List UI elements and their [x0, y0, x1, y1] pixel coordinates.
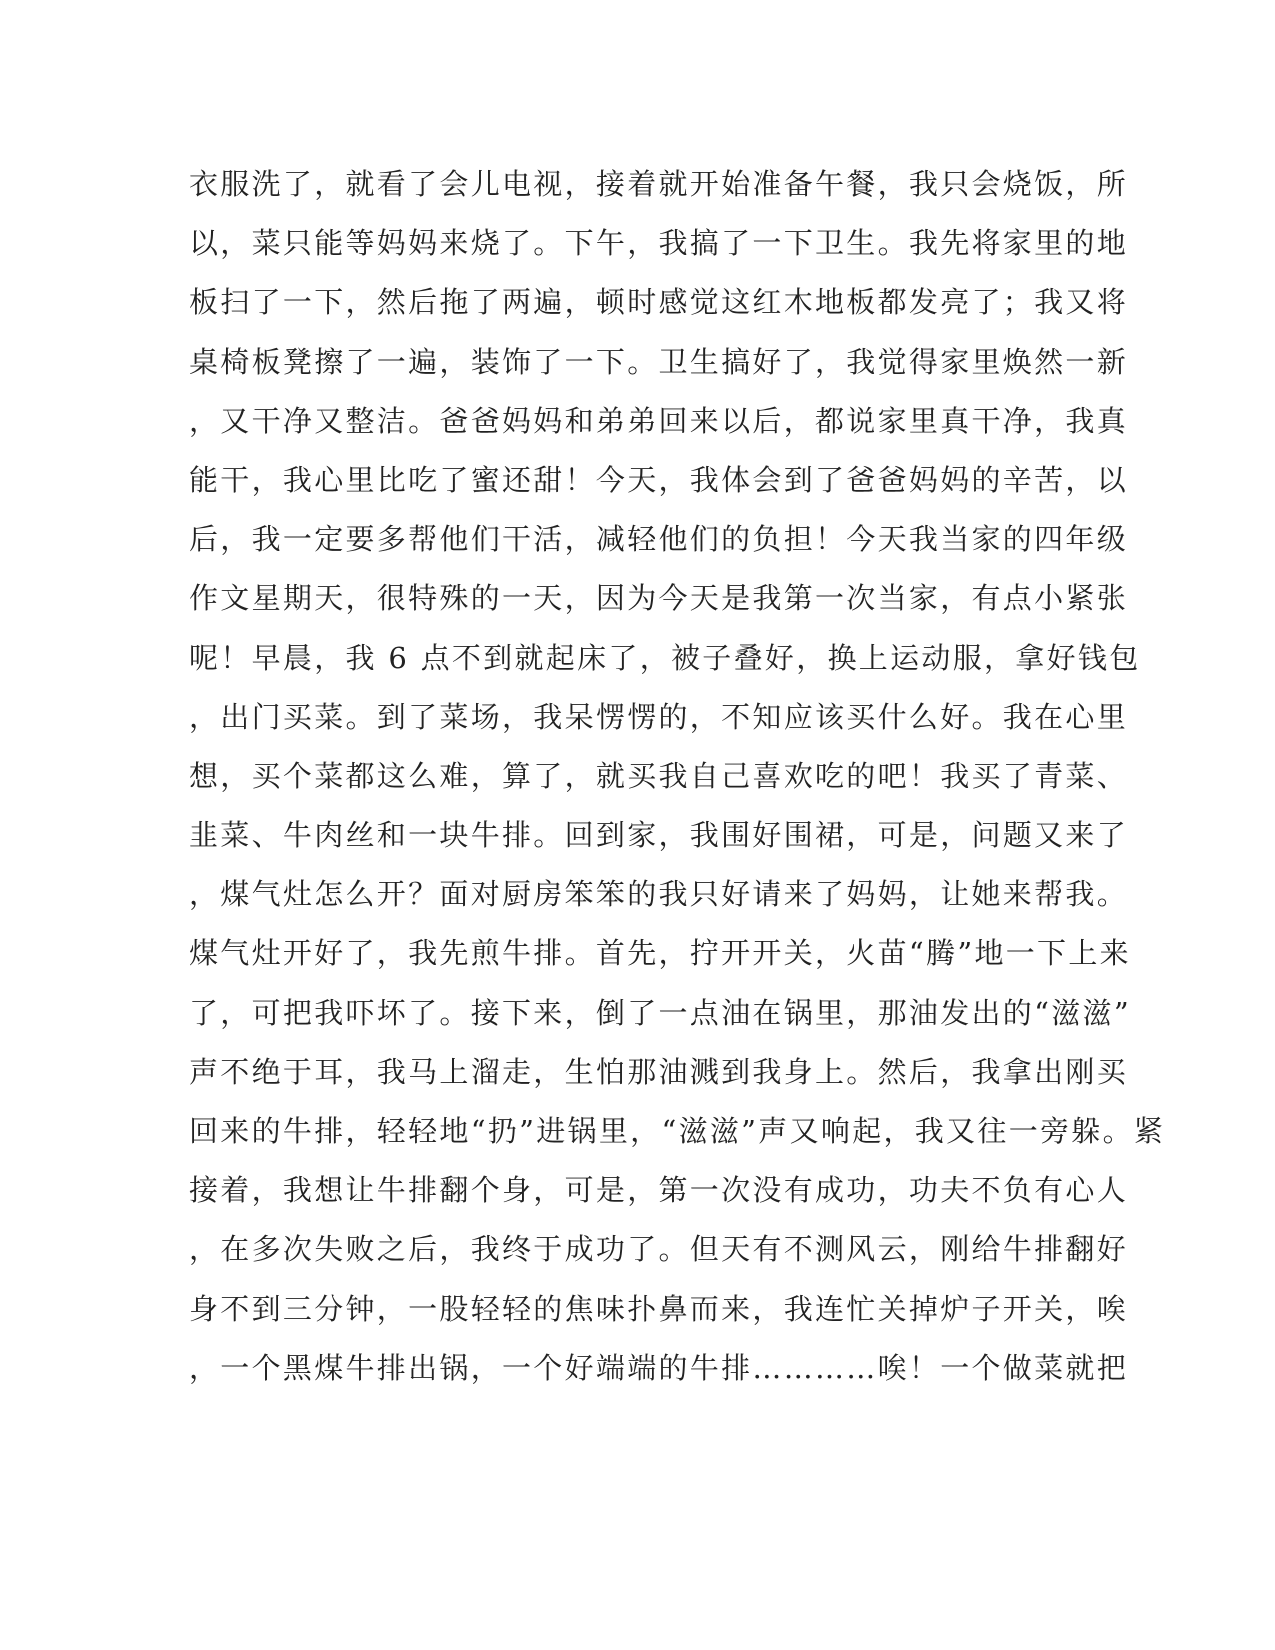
text-line-7: 后，我一定要多帮他们干活，减轻他们的负担！今天我当家的四年级: [189, 522, 1129, 557]
text-line-20: 身不到三分钟，一股轻轻的焦味扑鼻而来，我连忙关掉炉子开关，唉: [189, 1291, 1129, 1326]
text-line-12: 韭菜、牛肉丝和一块牛排。回到家，我围好围裙，可是，问题又来了: [189, 818, 1129, 853]
essay-text: [189, 164, 1166, 1407]
text-line-4: 桌椅板凳擦了一遍，装饰了一下。卫生搞好了，我觉得家里焕然一新: [189, 344, 1129, 379]
text-line-15: 了，可把我吓坏了。接下来，倒了一点油在锅里，那油发出的“滋滋”: [189, 995, 1131, 1030]
text-line-9: 呢！早晨，我 6 点不到就起床了，被子叠好，换上运动服，拿好钱包: [189, 640, 1141, 675]
text-line-10: ，出门买菜。到了菜场，我呆愣愣的，不知应该买什么好。我在心里: [189, 699, 1129, 734]
text-line-3: 板扫了一下，然后拖了两遍，顿时感觉这红木地板都发亮了；我又将: [189, 285, 1129, 320]
text-line-14: 煤气灶开好了，我先煎牛排。首先，拧开开关，火苗“腾”地一下上来: [189, 936, 1131, 971]
text-line-17: 回来的牛排，轻轻地“扔”进锅里，“滋滋”声又响起，我又往一旁躲。紧: [189, 1114, 1166, 1148]
text-line-1: 衣服洗了，就看了会儿电视，接着就开始准备午餐，我只会烧饭，所: [189, 167, 1129, 201]
text-line-2: 以，菜只能等妈妈来烧了。下午，我搞了一下卫生。我先将家里的地: [189, 226, 1129, 261]
text-line-11: 想，买个菜都这么难，算了，就买我自己喜欢吃的吧！我买了青菜、: [189, 758, 1129, 793]
text-line-16: 声不绝于耳，我马上溜走，生怕那油溅到我身上。然后，我拿出刚买: [189, 1054, 1129, 1089]
text-line-8: 作文星期天，很特殊的一天，因为今天是我第一次当家，有点小紧张: [189, 581, 1129, 616]
text-line-21: ，一个黑煤牛排出锅，一个好端端的牛排…………唉！一个做菜就把: [189, 1350, 1129, 1385]
text-line-6: 能干，我心里比吃了蜜还甜！今天，我体会到了爸爸妈妈的辛苦，以: [189, 462, 1129, 497]
text-line-5: ，又干净又整洁。爸爸妈妈和弟弟回来以后，都说家里真干净，我真: [189, 403, 1129, 438]
text-line-13: ，煤气灶怎么开？面对厨房笨笨的我只好请来了妈妈，让她来帮我。: [189, 877, 1129, 912]
text-line-19: ，在多次失败之后，我终于成功了。但天有不测风云，刚给牛排翻好: [189, 1232, 1129, 1267]
text-line-18: 接着，我想让牛排翻个身，可是，第一次没有成功，功夫不负有心人: [189, 1173, 1129, 1208]
